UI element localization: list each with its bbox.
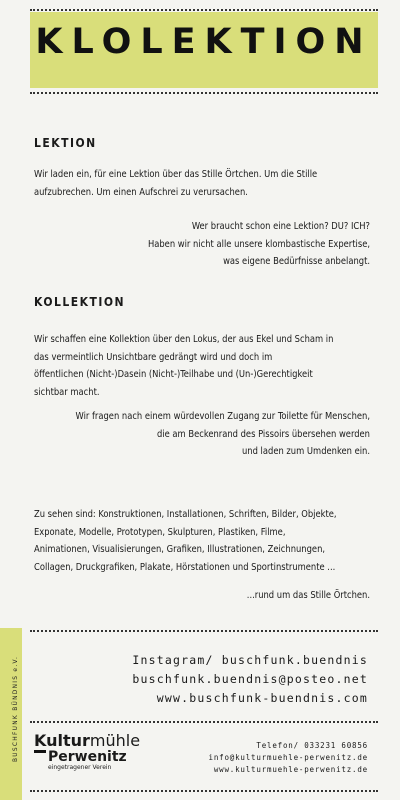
text-line: sichtbar macht. [34,386,100,398]
phone-number: Telefon/ 033231 60856 [256,741,368,750]
instagram-link[interactable]: Instagram/ buschfunk.buendnis [132,653,368,667]
text-line: ...rund um das Stille Örtchen. [246,590,370,601]
text-line: Wir schaffen eine Kollektion über den Lokus, der aus Ekel und Scham in [34,334,334,345]
text-line: aufzubrechen. Um einen Aufschrei zu verursachen. [34,186,248,198]
logo-word-light: mühle [89,731,141,750]
email-link[interactable]: buschfunk.buendnis@posteo.net [132,672,368,686]
header-divider [30,92,378,94]
exhibit-list [34,506,374,576]
text-line: die am Beckenrand des Pissoirs übersehen werden [156,428,370,440]
organisation-label: BUSCHFUNK BÜNDNIS e.V. [11,655,19,762]
kollektion-ask [30,408,370,461]
logo-bar [34,750,46,753]
kollektion-intro [34,331,374,401]
text-line: öffentlichen (Nicht-)Dasein (Nicht-)Teilhabe und (Un-)Gerechtigkeit [34,369,313,380]
kulturmuehle-logo [34,733,140,771]
text-line: Zu sehen sind: Konstruktionen, Installationen, Schriften, Bilder, Objekte, [34,509,337,520]
social-block [132,651,368,708]
text-line: was eigene Bedürfnisse anbelangt. [223,256,370,267]
text-line: Collagen, Druckgrafiken, Plakate, Hörstationen und Sportinstrumente ... [34,561,336,573]
logo-word-perwenitz: Perwenitz [48,749,127,765]
contact-email-link[interactable]: info@kulturmuehle-perwenitz.de [208,753,368,762]
website-link[interactable]: www.buschfunk-buendnis.com [156,691,368,705]
logo-word-bold: Kultur [34,731,90,750]
bottom-divider [30,790,378,792]
text-line: und laden zum Umdenken ein. [241,446,370,457]
text-line: Animationen, Visualisierungen, Grafiken, Illustrationen, Zeichnungen, [34,544,326,555]
footer-divider [30,630,378,632]
lektion-questions [30,218,370,271]
lektion-heading: LEKTION [34,136,97,150]
top-divider [30,9,378,11]
text-line: Wir fragen nach einem würdevollen Zugang zur Toilette für Menschen, [75,411,370,422]
contact-website-link[interactable]: www.kulturmuehle-perwenitz.de [213,765,368,774]
contact-divider [30,721,378,723]
lektion-intro [34,166,374,201]
text-line: Wer braucht schon eine Lektion? DU? ICH? [191,221,370,232]
text-line: Exponate, Modelle, Prototypen, Skulpturen, Plastiken, Filme, [34,526,286,538]
text-line: Wir laden ein, für eine Lektion über das Stille Örtchen. Um die Stille [34,169,318,180]
contact-block [209,740,368,776]
closing-line [30,587,370,605]
logo-subtitle: eingetragener Verein [48,764,112,771]
text-line: das vermeintlich Unsichtbare gedrängt wird und doch im [34,351,273,363]
kollektion-heading: KOLLEKTION [34,295,126,309]
page-title: KLOLEKTION [35,22,373,62]
text-line: Haben wir nicht alle unsere klombastische Expertise, [147,238,370,250]
